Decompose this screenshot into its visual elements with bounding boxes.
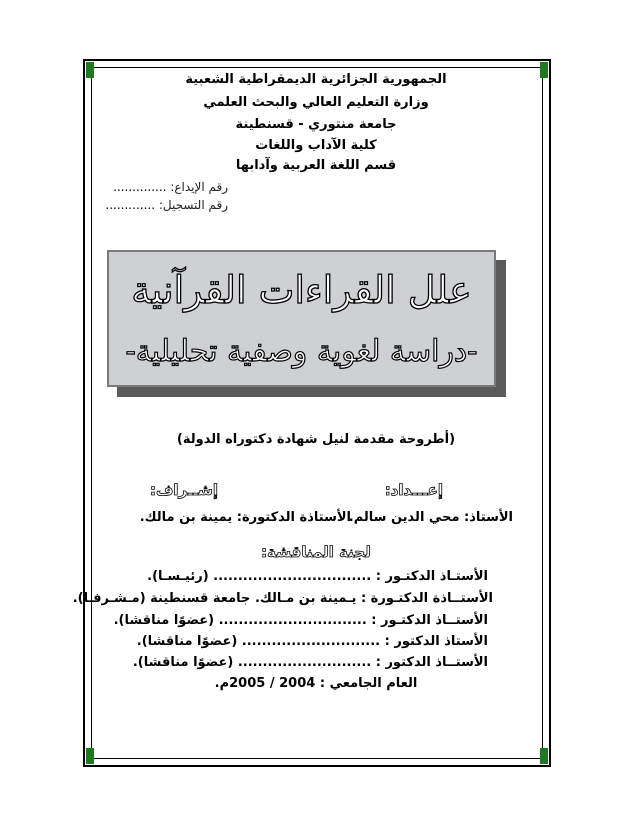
thesis-note: (أطروحة مقدمة لنيل شهادة دكتوراه الدولة) — [176, 432, 456, 447]
supervisor-name: الأستاذة الدكتورة: يمينة بن مالك. — [139, 510, 351, 525]
record-number — [105, 198, 228, 212]
committee-member: الأستــاذة الدكتـورة : يـمينة بن مـالك. جامعة قسنطينة (مـشـرفـا). — [72, 591, 493, 606]
supervision-label: إشــراف: — [149, 481, 218, 499]
record-label: رقم التسجيل: — [158, 198, 228, 212]
record-value: ............. — [105, 198, 156, 212]
committee-member: الأستاذ الدكتور : ............................ (عضوًا مناقشا). — [136, 634, 488, 649]
committee-member: الأستــاذ الدكتور : ........................... (عضوًا مناقشا). — [132, 655, 488, 670]
title-box — [107, 250, 496, 387]
republic-name: الجمهورية الجزائرية الديمقراطية الشعبية — [185, 72, 447, 87]
corner-ornament-bottom-left — [86, 748, 94, 764]
student-name: الأستاذ: محي الدين سالم. — [348, 510, 513, 525]
ministry-name: وزارة التعليم العالي والبحث العلمي — [203, 95, 429, 110]
corner-ornament-top-right — [540, 62, 548, 78]
faculty-name: كلية الآداب واللغات — [255, 138, 377, 153]
deposit-value: .............. — [113, 180, 167, 194]
university-name: جامعة منتوري - قسنطينة — [235, 117, 397, 132]
corner-ornament-bottom-right — [540, 748, 548, 764]
academic-year: العام الجامعي : 2004 / 2005م. — [214, 676, 418, 691]
prepared-label: إعـــداد: — [384, 481, 443, 499]
department-name: قسم اللغة العربية وآدابها — [235, 158, 397, 173]
thesis-subtitle: -دراسة لغوية وصفية تحليلية- — [125, 334, 478, 369]
thesis-title: علل القراءات القرآنية — [131, 268, 472, 312]
deposit-number — [113, 180, 228, 194]
committee-label: لجنة المناقشة: — [261, 543, 371, 561]
committee-member: الأستـاذ الدكتـور : ................................ (رئيـسـا). — [147, 569, 488, 584]
committee-member: الأستــاذ الدكتـور : .............................. (عضوًا مناقشا). — [113, 613, 488, 628]
deposit-label: رقم الإيداع: — [170, 180, 228, 194]
corner-ornament-top-left — [86, 62, 94, 78]
